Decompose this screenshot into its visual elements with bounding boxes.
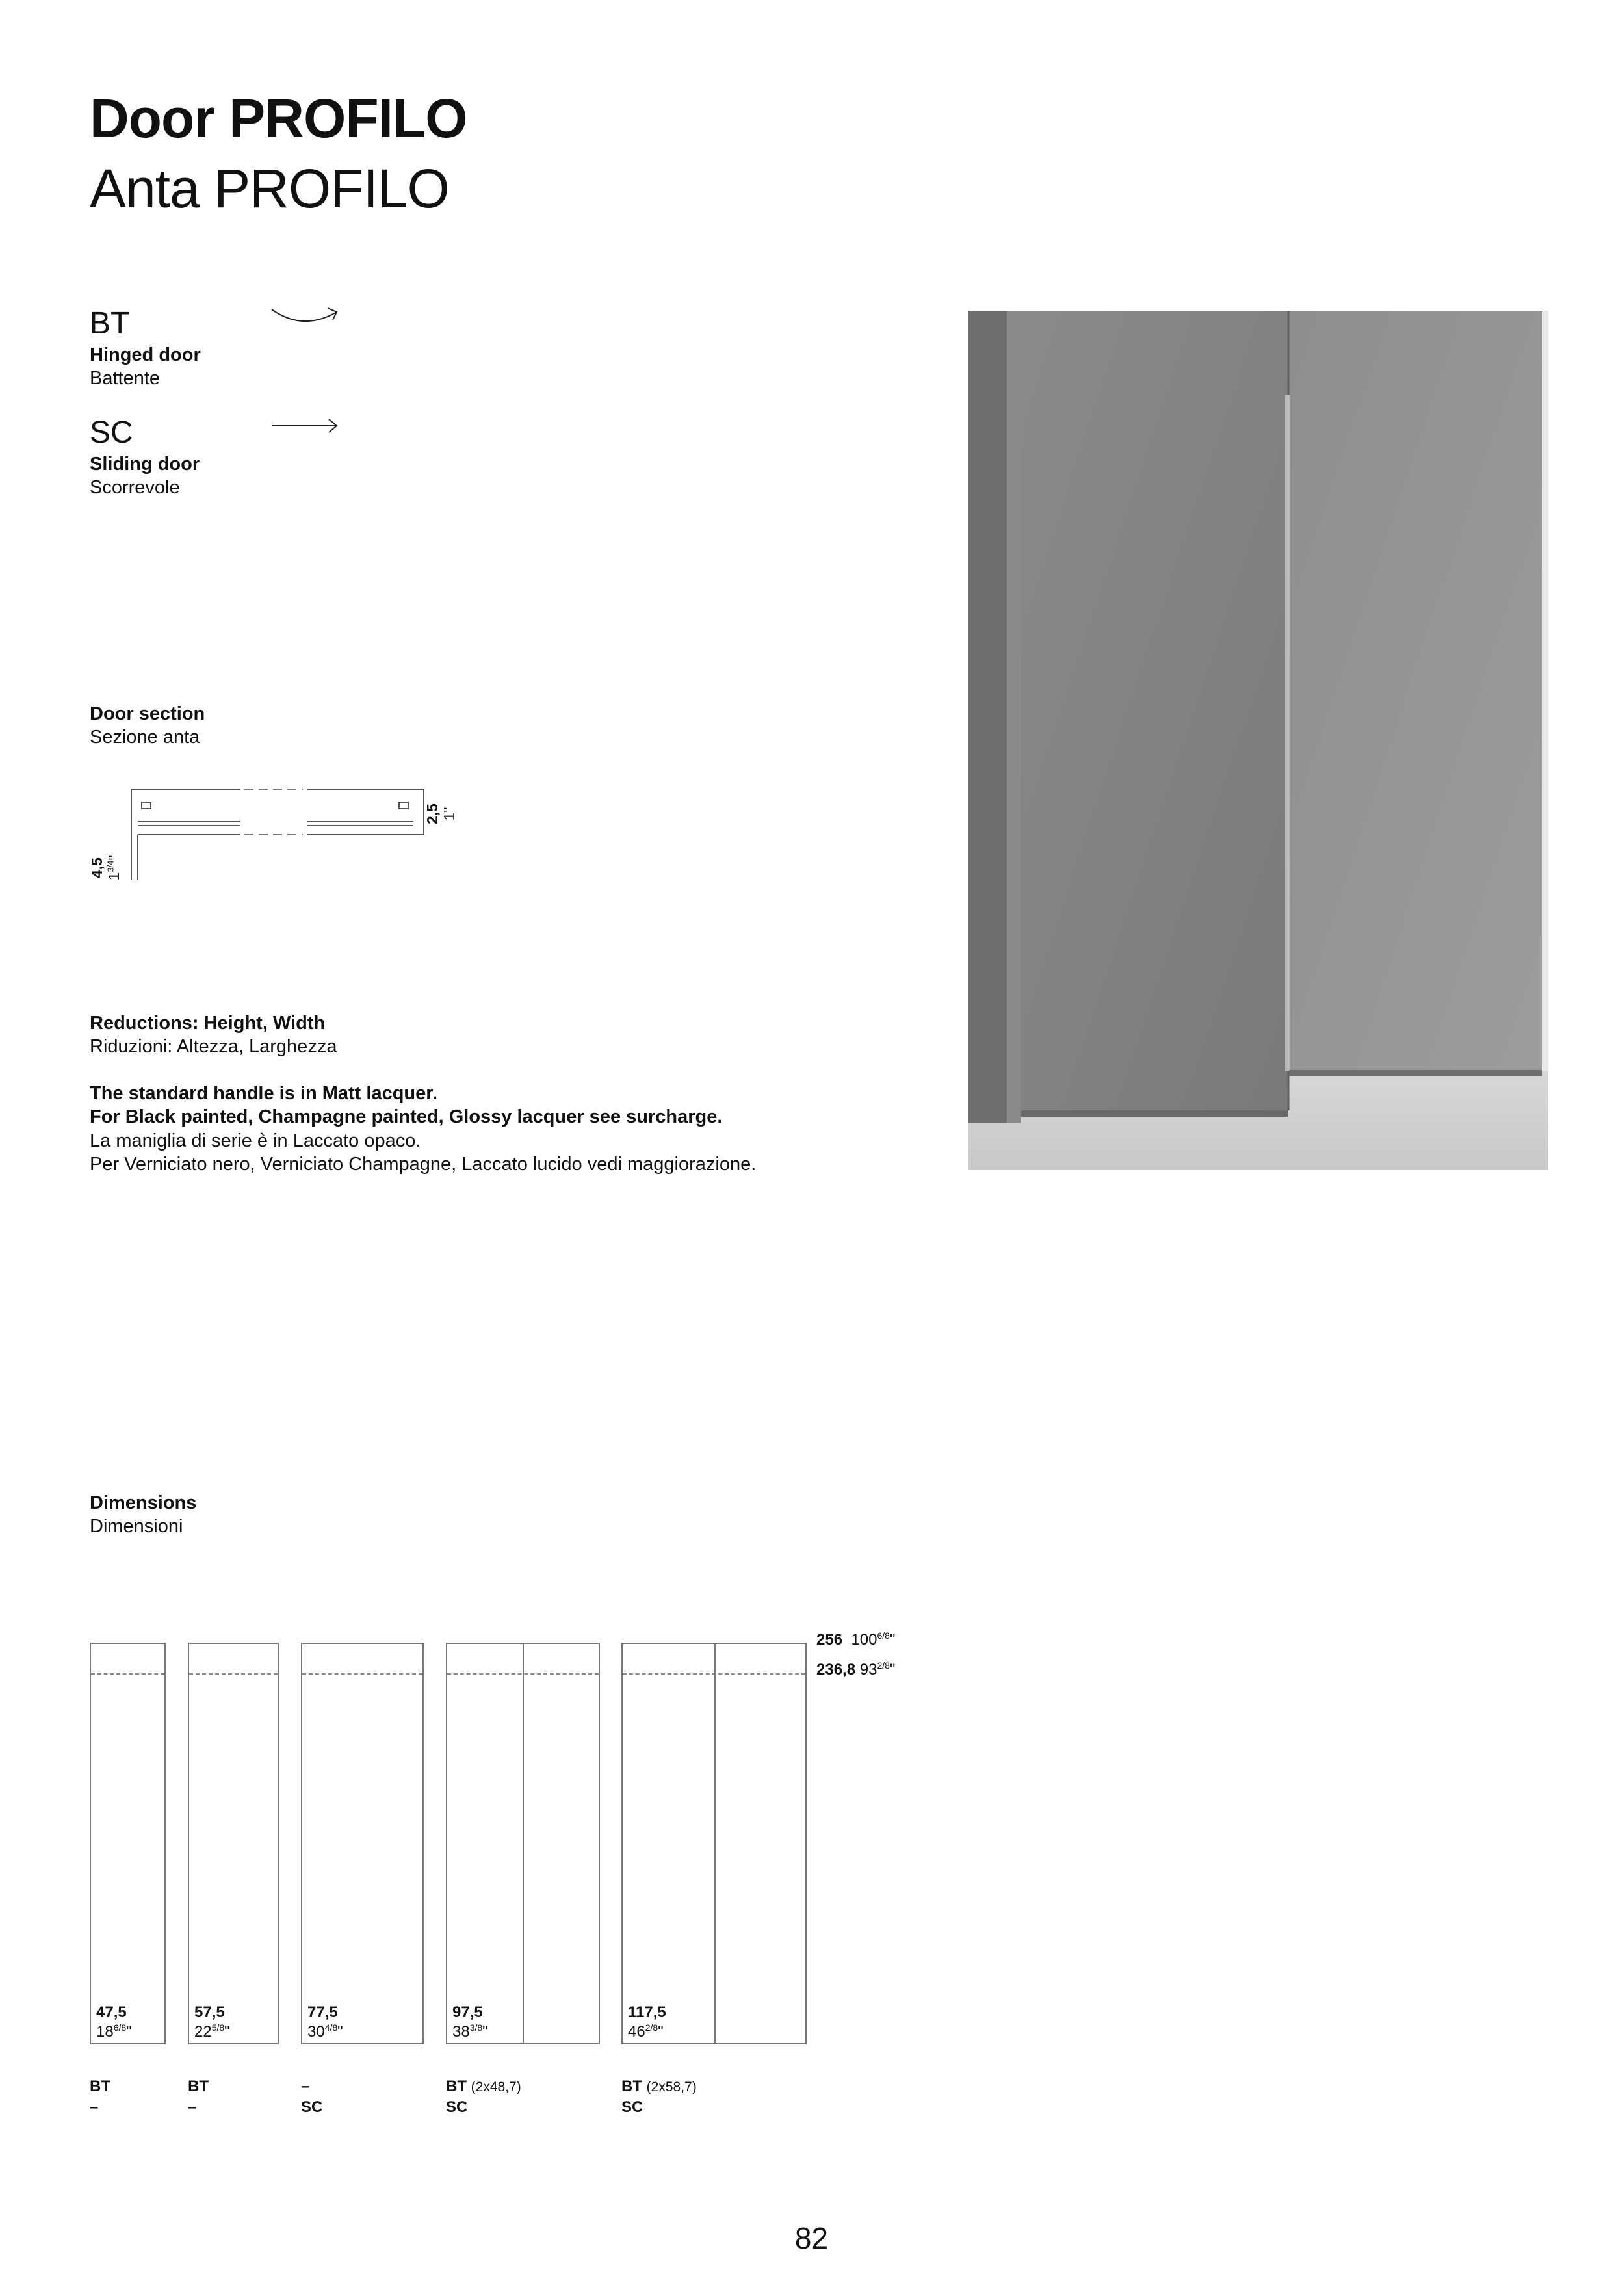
width-codes-47-5: BT –	[90, 2078, 110, 2117]
door-section-title-it: Sezione anta	[90, 727, 200, 748]
handle-note	[90, 1082, 756, 1176]
handle-note-line1-en: The standard handle is in Matt lacquer.	[90, 1083, 437, 1104]
height-label-reduced: 236,8 $93^{2/8}$"	[816, 1660, 896, 1678]
reductions-title-it: Riduzioni: Altezza, Larghezza	[90, 1036, 337, 1058]
handle-note-line2-en: For Black painted, Champagne painted, Glossy lacquer see surcharge.	[90, 1106, 723, 1128]
section-dim-right-imperial: 1"	[441, 807, 458, 821]
width-codes-77-5: – SC	[301, 2078, 323, 2117]
width-panel-47-5	[90, 1643, 166, 2044]
section-dim-left-metric: 4,5	[88, 857, 105, 878]
handle-note-line2-it: Per Verniciato nero, Verniciato Champagne, Laccato lucido vedi maggiorazione.	[90, 1153, 757, 1175]
panel-divider	[714, 1644, 716, 2043]
width-codes-117-5: BT (2x58,7) SC	[621, 2078, 697, 2117]
width-panel-77-5	[301, 1643, 424, 2044]
section-dim-right-metric: 2,5	[424, 803, 441, 824]
product-photo	[968, 311, 1548, 1170]
width-panel-57-5	[188, 1643, 279, 2044]
door-type-label-en: Sliding door	[90, 454, 200, 475]
panel-divider	[523, 1644, 524, 2043]
door-section-title-en: Door section	[90, 703, 205, 724]
width-label: 97,5 $38^{3/8}$"	[452, 2003, 488, 2041]
reductions-block	[90, 1011, 337, 1059]
section-dim-right	[424, 788, 463, 840]
width-label: 77,5 $30^{4/8}$"	[307, 2003, 343, 2041]
door-type-label-it: Scorrevole	[90, 477, 180, 499]
reduced-height-line	[302, 1673, 422, 1675]
page-number: 82	[794, 2221, 829, 2255]
reductions-title-en: Reductions: Height, Width	[90, 1013, 326, 1034]
width-label: 47,5 $18^{6/8}$"	[96, 2003, 132, 2041]
dimensions-title-it: Dimensioni	[90, 1516, 183, 1537]
door-section-heading	[90, 702, 205, 750]
page-subtitle: Anta PROFILO	[90, 158, 449, 219]
width-panel-97-5	[446, 1643, 600, 2044]
door-type-code: BT	[90, 306, 130, 341]
curved-arrow-icon	[269, 306, 341, 332]
dimensions-title-en: Dimensions	[90, 1493, 197, 1513]
reduced-height-line	[189, 1673, 278, 1675]
door-type-sc	[90, 417, 200, 500]
door-type-code: SC	[90, 415, 133, 450]
section-dim-left	[88, 835, 127, 900]
door-section-drawing	[127, 783, 432, 880]
straight-arrow-icon	[269, 416, 341, 436]
width-codes-97-5: BT (2x48,7) SC	[446, 2078, 521, 2117]
handle-note-line1-it: La maniglia di serie è in Laccato opaco.	[90, 1130, 421, 1151]
width-codes-57-5: BT –	[188, 2078, 209, 2117]
width-label: 57,5 $22^{5/8}$"	[194, 2003, 230, 2041]
reduced-height-line	[91, 1673, 164, 1675]
section-dim-left-imperial: $1^{3/4}$"	[105, 855, 123, 881]
dimensions-heading	[90, 1491, 196, 1539]
width-panel-117-5	[621, 1643, 807, 2044]
page-title: Door PROFILO	[90, 88, 467, 149]
door-type-label-it: Battente	[90, 368, 161, 389]
height-label-total: 256 $100^{6/8}$"	[816, 1630, 896, 1649]
width-label: 117,5 $46^{2/8}$"	[628, 2003, 666, 2041]
door-type-label-en: Hinged door	[90, 345, 201, 365]
door-type-bt	[90, 308, 201, 391]
